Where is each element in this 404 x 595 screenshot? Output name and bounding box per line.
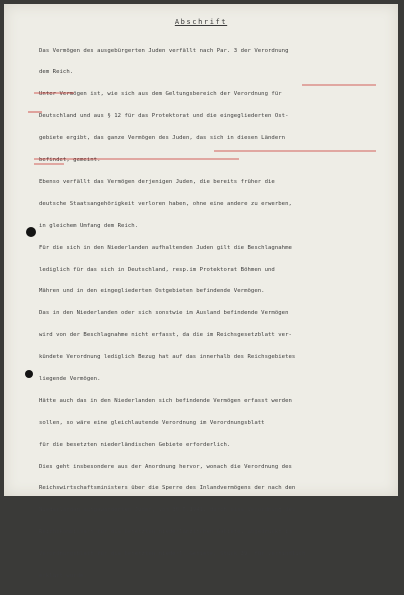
- text-line: für die besetzten niederländischen Gebiete erforderlich.: [39, 441, 231, 448]
- text-line: befindet, gemeint.: [39, 157, 101, 164]
- punch-hole: [26, 227, 36, 237]
- punch-hole: [25, 370, 33, 378]
- document-page: [4, 4, 398, 579]
- text-line: Reichswirtschaftsministers über die Sperre des Inlandvermögens der nach den: [39, 485, 296, 492]
- text-line: erklärt wurde.: [39, 572, 87, 579]
- text-line: Für die sich in den Niederlanden aufhaltenden Juden gilt die Beschlagnahme: [39, 244, 292, 251]
- text-line: dem Reich.: [39, 69, 74, 76]
- text-line: lediglich für das sich in Deutschland, resp.im Protektorat Böhmen und: [39, 266, 275, 273]
- document-title: Abschrift: [174, 18, 228, 26]
- text-line: Mähren und in den eingegliederten Ostgebieten befindende Vermögen.: [39, 288, 265, 295]
- text-line: deutsche Staatsangehörigkeit verloren haben, ohne eine andere zu erwerben,: [39, 200, 292, 207]
- text-line: Das Vermögen des ausgebürgerten Juden verfällt nach Par. 3 der Verordnung: [39, 47, 289, 54]
- text-line: Ebenso verfällt das Vermögen derjenigen Juden, die bereits früher die: [39, 178, 275, 185]
- text-line: gebiete ergibt, das ganze Vermögen des Juden, das sich in diesen Ländern: [39, 135, 286, 142]
- text-line: liegende Vermögen.: [39, 375, 101, 382]
- text-line: Deutschland und aus § 12 für das Protektorat und die eingegliederten Ost-: [39, 113, 289, 120]
- text-line: wird von der Beschlagnahme nicht erfasst, da die im Reichsgesetzblatt ver-: [39, 332, 292, 339]
- text-line: Verordnungsblatt für die besetzten niederl. Gebiete, Stück 39, für verbindlich: [39, 551, 306, 558]
- text-line: Unter Vermögen ist, wie sich aus dem Geltungsbereich der Verordnung für: [39, 91, 282, 98]
- text-line: Niederlanden ausgewanderten Juden, vom 30.6.1941, durch eine Verordnung des: [39, 507, 296, 514]
- text-line: in gleichem Umfang dem Reich.: [39, 222, 139, 229]
- text-line: Reichskommissars für die besetzten niederländischen Gebiete, abgedruckt im: [39, 529, 292, 536]
- text-line: Hätte auch das in den Niederlanden sich befindende Vermögen erfasst werden: [39, 397, 292, 404]
- text-line: Dies geht insbesondere aus der Anordnung hervor, wonach die Verordnung des: [39, 463, 292, 470]
- text-line: Das in den Niederlanden oder sich sonstwie im Ausland befindende Vermögen: [39, 310, 289, 317]
- red-underline-marks: [4, 4, 398, 496]
- text-line: sollen, so wäre eine gleichlautende Verordnung im Verordnungsblatt: [39, 419, 265, 426]
- text-line: kündete Verordnung lediglich Bezug hat auf das innerhalb des Reichsgebietes: [39, 354, 296, 361]
